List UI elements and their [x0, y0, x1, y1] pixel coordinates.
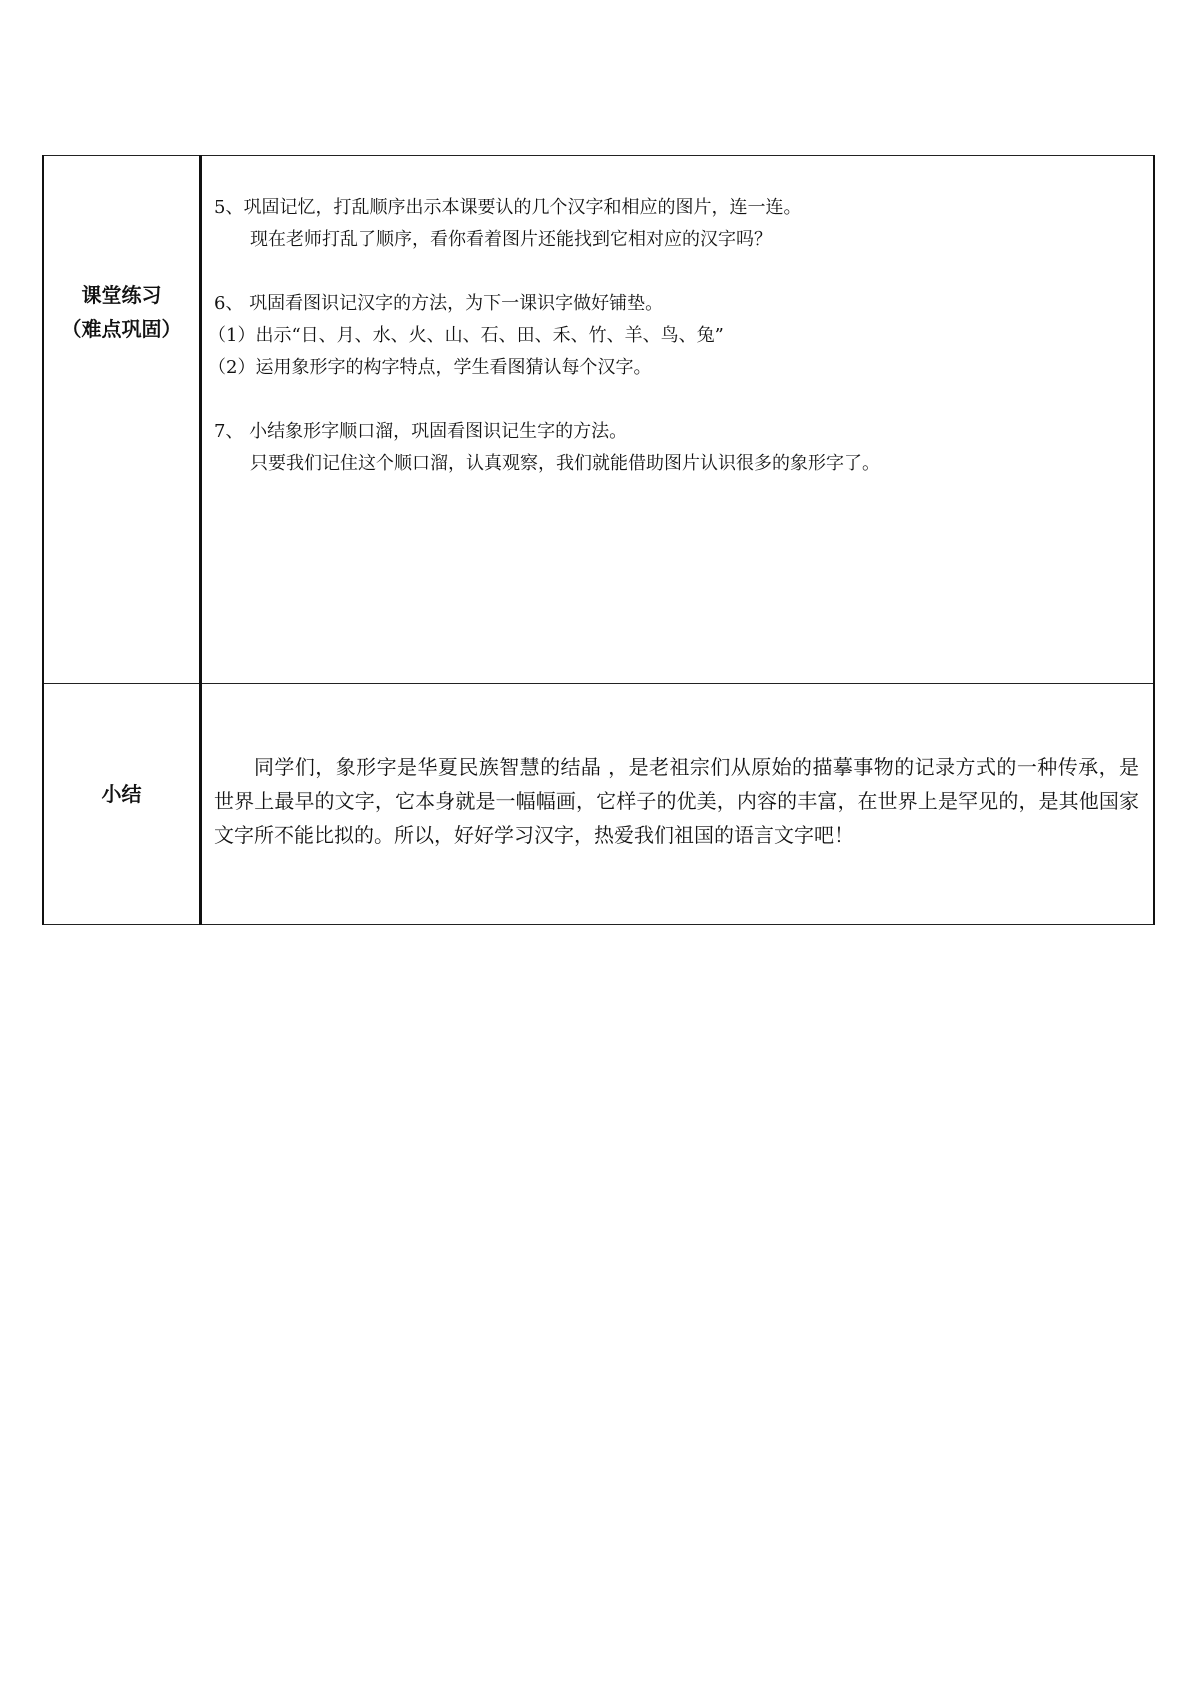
practice-line-7: 7、 小结象形字顺口溜，巩固看图识记生字的方法。 — [214, 421, 628, 442]
table-row-summary — [43, 684, 1154, 925]
practice-content — [201, 156, 1155, 684]
label-practice-line2: （难点巩固） — [61, 316, 182, 341]
practice-line-6: 6、 巩固看图识记汉字的方法，为下一课识字做好铺垫。 — [214, 293, 664, 314]
label-summary: 小结 — [101, 781, 142, 806]
summary-paragraph: 同学们，象形字是华夏民族智慧的结晶 ，是老祖宗们从原始的描摹事物的记录方式的一种传承，是世界上最早的文字，它本身就是一幅幅画，它样子的优美，内容的丰富，在世界上是罕见的，是其他国家文字所不能比拟的。所以，好好学习汉字，热爱我们祖国的语言文字吧！ — [214, 755, 1139, 847]
row-label-summary — [43, 684, 201, 925]
practice-line-5: 5、巩固记忆，打乱顺序出示本课要认的几个汉字和相应的图片，连一连。 — [214, 197, 802, 218]
practice-line-5-detail: 现在老师打乱了顺序，看你看着图片还能找到它相对应的汉字吗？ — [250, 229, 772, 250]
summary-content — [201, 684, 1155, 925]
label-practice-line1: 课堂练习 — [81, 282, 162, 307]
table-row-practice — [43, 156, 1154, 684]
row-label-practice — [43, 156, 201, 684]
practice-line-7-detail: 只要我们记住这个顺口溜，认真观察，我们就能借助图片认识很多的象形字了。 — [250, 453, 880, 474]
lesson-plan-table — [42, 155, 1155, 925]
practice-line-6-2: （2）运用象形字的构字特点，学生看图猜认每个汉字。 — [208, 357, 652, 378]
practice-line-6-1: （1）出示“日、月、水、火、山、石、田、禾、竹、羊、鸟、兔” — [208, 325, 724, 346]
